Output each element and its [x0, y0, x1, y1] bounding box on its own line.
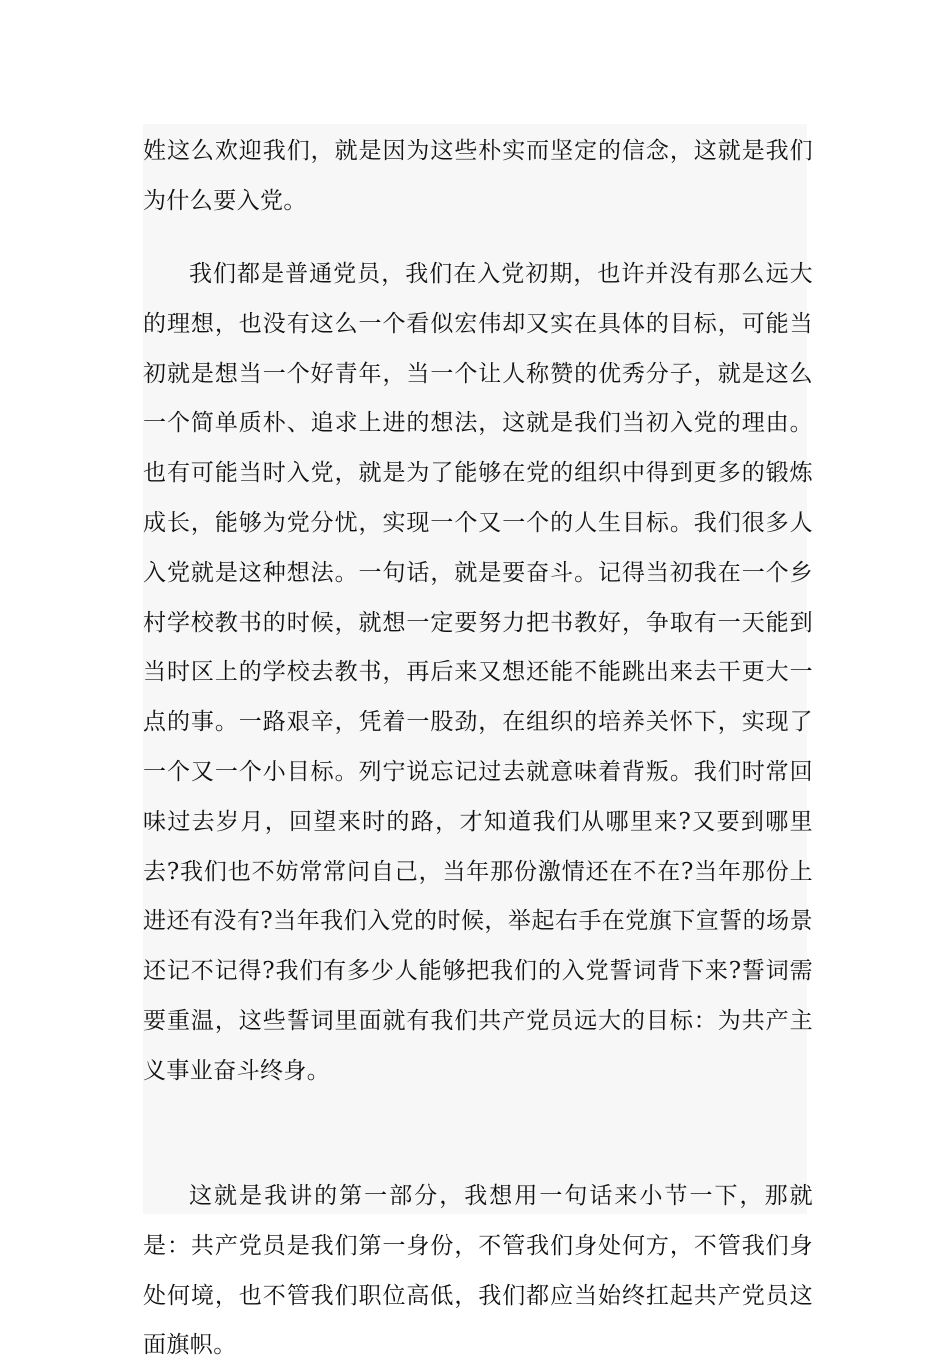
paragraph-3: 这就是我讲的第一部分，我想用一句话来小节一下，那就是：共产党员是我们第一身份，不管我们身处何方，不管我们身处何境，也不管我们职位高低，我们都应当始终扛起共产党员这面旗帜。 [143, 1183, 813, 1359]
paragraph-2: 我们都是普通党员，我们在入党初期，也许并没有那么远大的理想，也没有这么一个看似宏伟却又实在具体的目标，可能当初就是想当一个好青年，当一个让人称赞的优秀分子，就是这么一个简单质朴、追求上进的想法，这就是我们当初入党的理由。也有可能当时入党，就是为了能够在党的组织中得到更多的锻炼成长，能够为党分忧，实现一个又一个的人生目标。我们很多人入党就是这种想法。一句话，就是要奋斗。记得当初我在一个乡村学校教书的时候，就想一定要努力把书教好，争取有一天能到当时区上的学校去教书，再后来又想还能不能跳出来去干更大一点的事。一路艰辛，凭着一股劲，在组织的培养关怀下，实现了一个又一个小目标。列宁说忘记过去就意味着背叛。我们时常回味过去岁月，回望来时的路，才知道我们从哪里来?又要到哪里去?我们也不妨常常问自己，当年那份激情还在不在?当年那份上进还有没有?当年我们入党的时候，举起右手在党旗下宣誓的场景还记不记得?我们有多少人能够把我们的入党誓词背下来?誓词需要重温，这些誓词里面就有我们共产党员远大的目标：为共产主义事业奋斗终身。 [143, 261, 813, 1084]
document-body [143, 124, 813, 1359]
paragraph-1: 姓这么欢迎我们，就是因为这些朴实而坚定的信念，这就是我们为什么要入党。 [143, 138, 813, 214]
